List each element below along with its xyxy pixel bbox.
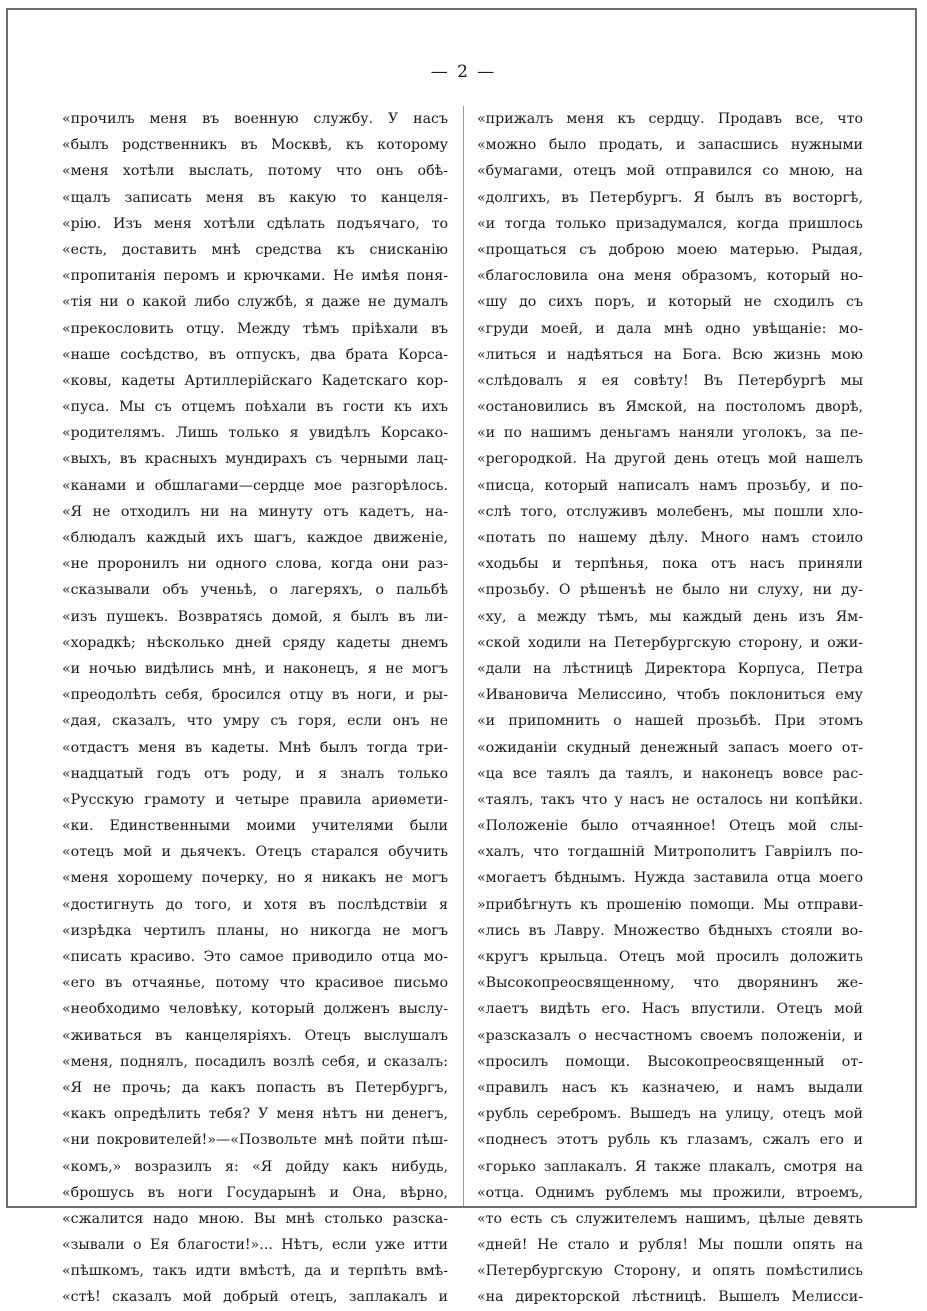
text-line: «Петербургскую Сторону, и опять помѣстились: [477, 1263, 863, 1280]
text-line: «ходьбы и терпѣнья, пока отъ насъ приняли: [477, 556, 863, 573]
text-line: «отецъ мой и дьячекъ. Отецъ старался обучить: [62, 844, 448, 861]
text-line: «писца, который написалъ намъ прозьбу, и по-: [477, 477, 863, 494]
column-divider: [463, 106, 464, 1206]
text-line: «прочилъ меня въ военную службу. У насъ: [62, 111, 448, 127]
text-line: «прощаться съ доброю моею матерью. Рыдая,: [477, 241, 863, 258]
text-line: «щалъ записать меня въ какую то канцеля-: [62, 189, 448, 206]
text-line: «на директорской лѣстницѣ. Вышелъ Мелисси-: [477, 1289, 863, 1306]
text-line: «ни покровителей!»—«Позвольте мнѣ пойти пѣш-: [62, 1132, 448, 1149]
text-line: «пѣшкомъ, такъ идти вмѣстѣ, да и терпѣть вмѣ-: [62, 1263, 448, 1280]
text-line: «стѣ! сказалъ мой добрый отецъ, заплакалъ и: [62, 1289, 448, 1306]
text-line: «слѣдовалъ я ея совѣту! Въ Петербургѣ мы: [477, 372, 863, 389]
text-line: «регородкой. На другой день отецъ мой нашелъ: [477, 451, 863, 468]
text-line: «меня хорошему почерку, но я никакъ не могъ: [62, 870, 448, 887]
text-line: «литься и надѣяться на Бога. Всю жизнь мою: [477, 346, 863, 363]
text-line: «ожиданіи скудный денежный запасъ моего от-: [477, 739, 863, 756]
text-line: «наше сосѣдство, въ отпускъ, два брата Корса-: [62, 346, 448, 363]
text-line: «дая, сказалъ, что умру съ горя, если онъ не: [62, 713, 448, 730]
text-line: «прозьбу. О рѣшенъѣ не было ни слуху, ни ду-: [477, 582, 863, 599]
text-line: «просилъ помощи. Высокопреосвященный от-: [477, 1053, 863, 1070]
text-line: «ковы, кадеты Артиллерійскаго Кадетскаго кор-: [62, 372, 448, 389]
text-line: «Я не прочь; да какъ попасть въ Петербургъ,: [62, 1079, 448, 1096]
page-number: — 2 —: [430, 62, 497, 82]
text-line: »прибѣгнуть къ прошенію помощи. Мы отправи-: [477, 896, 863, 913]
text-line: «и припомнить о нашей прозьбѣ. При этомъ: [477, 713, 863, 730]
text-line: «лаетъ видѣть его. Насъ впустили. Отецъ мой: [477, 1001, 863, 1018]
text-line: «горько заплакалъ. Я также плакалъ, смотря на: [477, 1158, 863, 1175]
text-line: «то есть съ служителемъ нашимъ, цѣлые девять: [477, 1210, 863, 1227]
text-line: «преодолѣть себя, бросился отцу въ ноги, и ры-: [62, 687, 448, 704]
text-line: «ской ходили на Петербургскую сторону, и ожи-: [477, 634, 863, 651]
text-line: «халъ, что тогдашній Митрополитъ Гавріилъ по-: [477, 844, 863, 861]
text-line: «ху, а между тѣмъ, мы каждый день изъ Ям-: [477, 608, 863, 625]
text-line: «могаетъ бѣднымъ. Нужда заставила отца моего: [477, 870, 863, 887]
text-line: «отдастъ меня въ кадеты. Мнѣ былъ тогда три-: [62, 739, 448, 756]
text-line: «писать красиво. Это самое приводило отца мо-: [62, 949, 448, 965]
text-line: «кругъ крыльца. Отецъ мой просилъ доложить: [477, 949, 863, 965]
text-line: «надцатый годъ отъ роду, и я зналъ только: [62, 765, 448, 782]
text-line: «необходимо человѣку, который долженъ выслу-: [62, 1001, 448, 1018]
text-line: «изъ пушекъ. Возвратясь домой, я былъ въ ли-: [62, 608, 448, 625]
text-line: «брошусь въ ноги Государынѣ и Она, вѣрно,: [62, 1184, 448, 1201]
text-line: «груди моей, и дала мнѣ одно увѣщаніе: мо-: [477, 320, 863, 337]
text-line: «сжалится надо мною. Вы мнѣ столько разска-: [62, 1210, 448, 1227]
text-line: «комъ,» возразилъ я: «Я дойду какъ нибудь,: [62, 1158, 448, 1175]
text-line: «Я не отходилъ ни на минуту отъ кадетъ, на-: [62, 503, 448, 520]
text-line: «долгихъ, въ Петербургъ. Я былъ въ восторгѣ,: [477, 189, 863, 206]
text-line: «потать по нашему дѣлу. Много намъ стоило: [477, 530, 863, 546]
text-line: «блюдалъ каждый ихъ шагъ, каждое движеніе,: [62, 530, 448, 546]
text-line: «Ивановича Мелиссино, чтобъ поклониться ему: [477, 687, 863, 704]
text-line: «Положеніе было отчаянное! Отецъ мой слы-: [477, 818, 863, 835]
text-line: «лись въ Лавру. Множество бѣдныхъ стояли во-: [477, 922, 863, 939]
text-line: «поднесъ этотъ рубль къ глазамъ, сжалъ его и: [477, 1132, 863, 1149]
left-text-column: [62, 106, 448, 1311]
text-line: «дали на лѣстницѣ Директора Корпуса, Петра: [477, 660, 863, 677]
text-line: «Русскую грамоту и четыре правила ариѳмети-: [62, 791, 448, 808]
text-line: «рубль серебромъ. Вышедъ на улицу, отецъ мой: [477, 1106, 863, 1123]
text-line: «и ночью видѣлись мнѣ, и наконецъ, я не могъ: [62, 660, 448, 677]
text-line: «остановились въ Ямской, на постоломъ дворѣ,: [477, 399, 863, 416]
text-line: «благословила она меня образомъ, который но-: [477, 268, 863, 285]
text-line: «канами и обшлагами—сердце мое разгорѣлось.: [62, 477, 448, 494]
text-line: «зывали о Ея благости!»... Нѣтъ, если уже итти: [62, 1237, 448, 1254]
text-line: «прекословить отцу. Между тѣмъ пріѣхали въ: [62, 320, 448, 337]
text-line: «разсказалъ о несчастномъ своемъ положеніи, и: [477, 1027, 863, 1044]
text-line: «есть, доставить мнѣ средства къ снисканію: [62, 241, 448, 258]
text-line: «не проронилъ ни одного слова, когда они раз-: [62, 556, 448, 573]
text-line: «отца. Однимъ рублемъ мы прожили, втроемъ,: [477, 1184, 863, 1201]
text-line: «ки. Единственными моими учителями были: [62, 818, 448, 835]
text-line: «тія ни о какой либо службѣ, я даже не думалъ: [62, 294, 448, 311]
page-frame: [6, 8, 917, 1306]
text-line: «дней! Не стало и рубля! Мы пошли опять на: [477, 1237, 863, 1254]
text-line: «шу до сихъ поръ, и который не сходилъ съ: [477, 294, 863, 311]
text-line: «выхъ, въ красныхъ мундирахъ съ черными лац-: [62, 451, 448, 468]
text-line: «меня, поднялъ, посадилъ возлѣ себя, и сказалъ:: [62, 1053, 448, 1070]
text-line: «ца все таялъ да таялъ, и наконецъ вовсе рас-: [477, 765, 863, 782]
text-line: «можно было продать, и запасшись нужными: [477, 137, 863, 154]
text-line: «сказывали объ ученьѣ, о лагеряхъ, о пальбѣ: [62, 582, 448, 599]
text-line: «Высокопреосвященному, что дворянинъ же-: [477, 975, 863, 992]
text-line: «пропитанія перомъ и крючками. Не имѣя поня-: [62, 268, 448, 285]
text-line: «правилъ насъ къ казначею, и намъ выдали: [477, 1079, 863, 1096]
text-line: «изрѣдка чертилъ планы, но никогда не могъ: [62, 922, 448, 939]
text-line: «пуса. Мы съ отцемъ поѣхали въ гости къ ихъ: [62, 399, 448, 416]
text-line: «рію. Изъ меня хотѣли сдѣлать подъячаго, то: [62, 215, 448, 232]
text-line: «былъ родственникъ въ Москвѣ, къ которому: [62, 137, 448, 154]
text-line: «какъ опредѣлить тебя? У меня нѣтъ ни денегъ,: [62, 1106, 448, 1123]
text-line: «достигнуть до того, и хотя въ послѣдствіи я: [62, 896, 448, 913]
text-line: «и тогда только призадумался, когда пришлось: [477, 215, 863, 232]
text-line: «меня хотѣли выслать, потому что онъ обѣ-: [62, 163, 448, 180]
text-line: «слѣ того, отслуживъ молебенъ, мы пошли хло-: [477, 503, 863, 520]
text-line: «хорадкѣ; нѣсколько дней сряду кадеты днемъ: [62, 634, 448, 651]
text-line: «бумагами, отецъ мой отправился со мною, на: [477, 163, 863, 180]
text-line: «живаться въ канцеляріяхъ. Отецъ выслушалъ: [62, 1027, 448, 1044]
text-line: «прижалъ меня къ сердцу. Продавъ все, что: [477, 111, 863, 127]
right-text-column: [477, 106, 863, 1311]
text-line: «родителямъ. Лишь только я увидѣлъ Корсако-: [62, 425, 448, 442]
text-line: «таялъ, такъ что у насъ не осталось ни копѣйки.: [477, 791, 863, 808]
text-line: «и по нашимъ деньгамъ наняли уголокъ, за пе-: [477, 425, 863, 442]
text-line: «его въ отчаянье, потому что красивое письмо: [62, 975, 448, 992]
